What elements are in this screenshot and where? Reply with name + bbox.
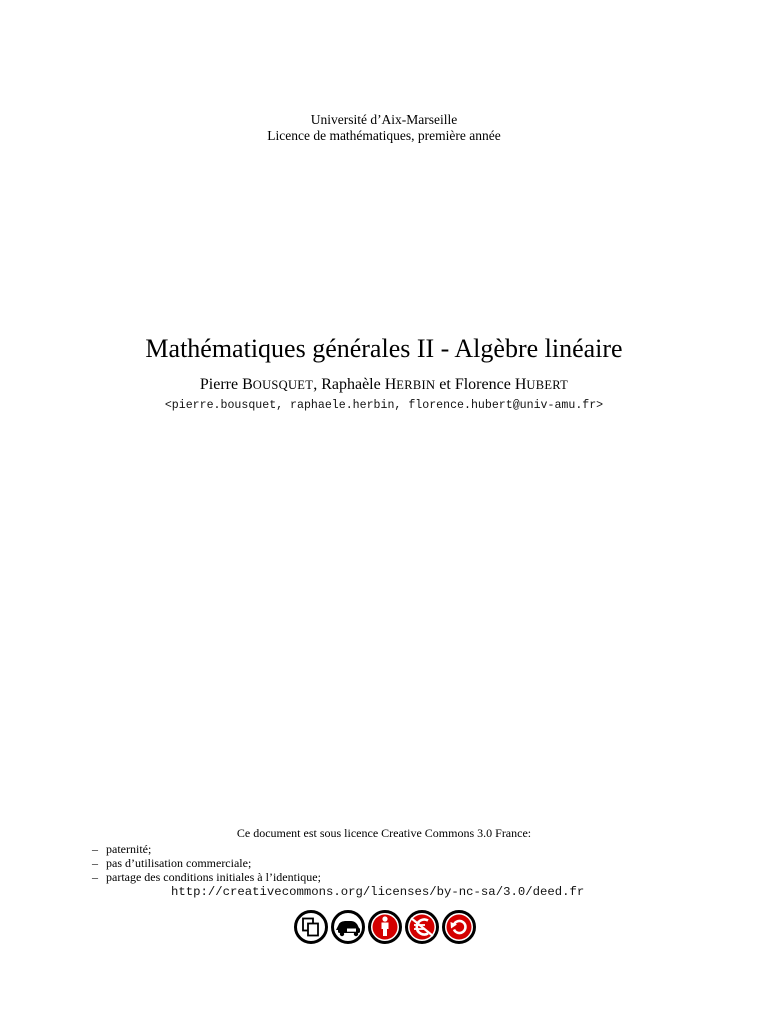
cc-share-icon	[333, 912, 364, 943]
list-bullet: –	[92, 870, 98, 884]
license-url[interactable]: http://creativecommons.org/licenses/by-nc-sa/3.0/deed.fr	[171, 885, 585, 899]
cc-by-icon	[370, 912, 401, 943]
author-conjunction: et	[439, 376, 451, 393]
author-last-name: HERBIN	[384, 376, 436, 393]
license-item	[92, 870, 321, 885]
author-list	[0, 375, 768, 395]
program-name: Licence de mathématiques, première année	[267, 128, 501, 143]
cc-nc-euro-icon	[407, 912, 438, 943]
license-item	[92, 842, 151, 857]
author-first-name: Florence	[454, 376, 511, 393]
author-first-name: Raphaèle	[321, 376, 381, 393]
cc-license-badge	[293, 909, 477, 945]
license-item-label: pas d’utilisation commerciale;	[106, 856, 252, 870]
author-separator: ,	[313, 376, 318, 393]
author-first-name: Pierre	[199, 376, 239, 393]
cc-remix-icon	[296, 912, 327, 943]
document-title: Mathématiques générales II - Algèbre linéaire	[145, 334, 623, 363]
author-last-name: HUBERT	[514, 376, 569, 393]
license-item	[92, 856, 251, 871]
license-intro: Ce document est sous licence Creative Commons 3.0 France:	[236, 826, 532, 840]
license-item-label: partage des conditions initiales à l’identique;	[106, 870, 321, 884]
list-bullet: –	[92, 842, 98, 856]
license-item-label: paternité;	[106, 842, 152, 856]
author-last-name: BOUSQUET	[242, 376, 314, 393]
cc-sa-icon	[444, 912, 475, 943]
author-emails: <pierre.bousquet, raphaele.herbin, florence.hubert@univ-amu.fr>	[164, 399, 604, 412]
list-bullet: –	[92, 856, 98, 870]
university-name: Université d’Aix-Marseille	[310, 112, 458, 127]
